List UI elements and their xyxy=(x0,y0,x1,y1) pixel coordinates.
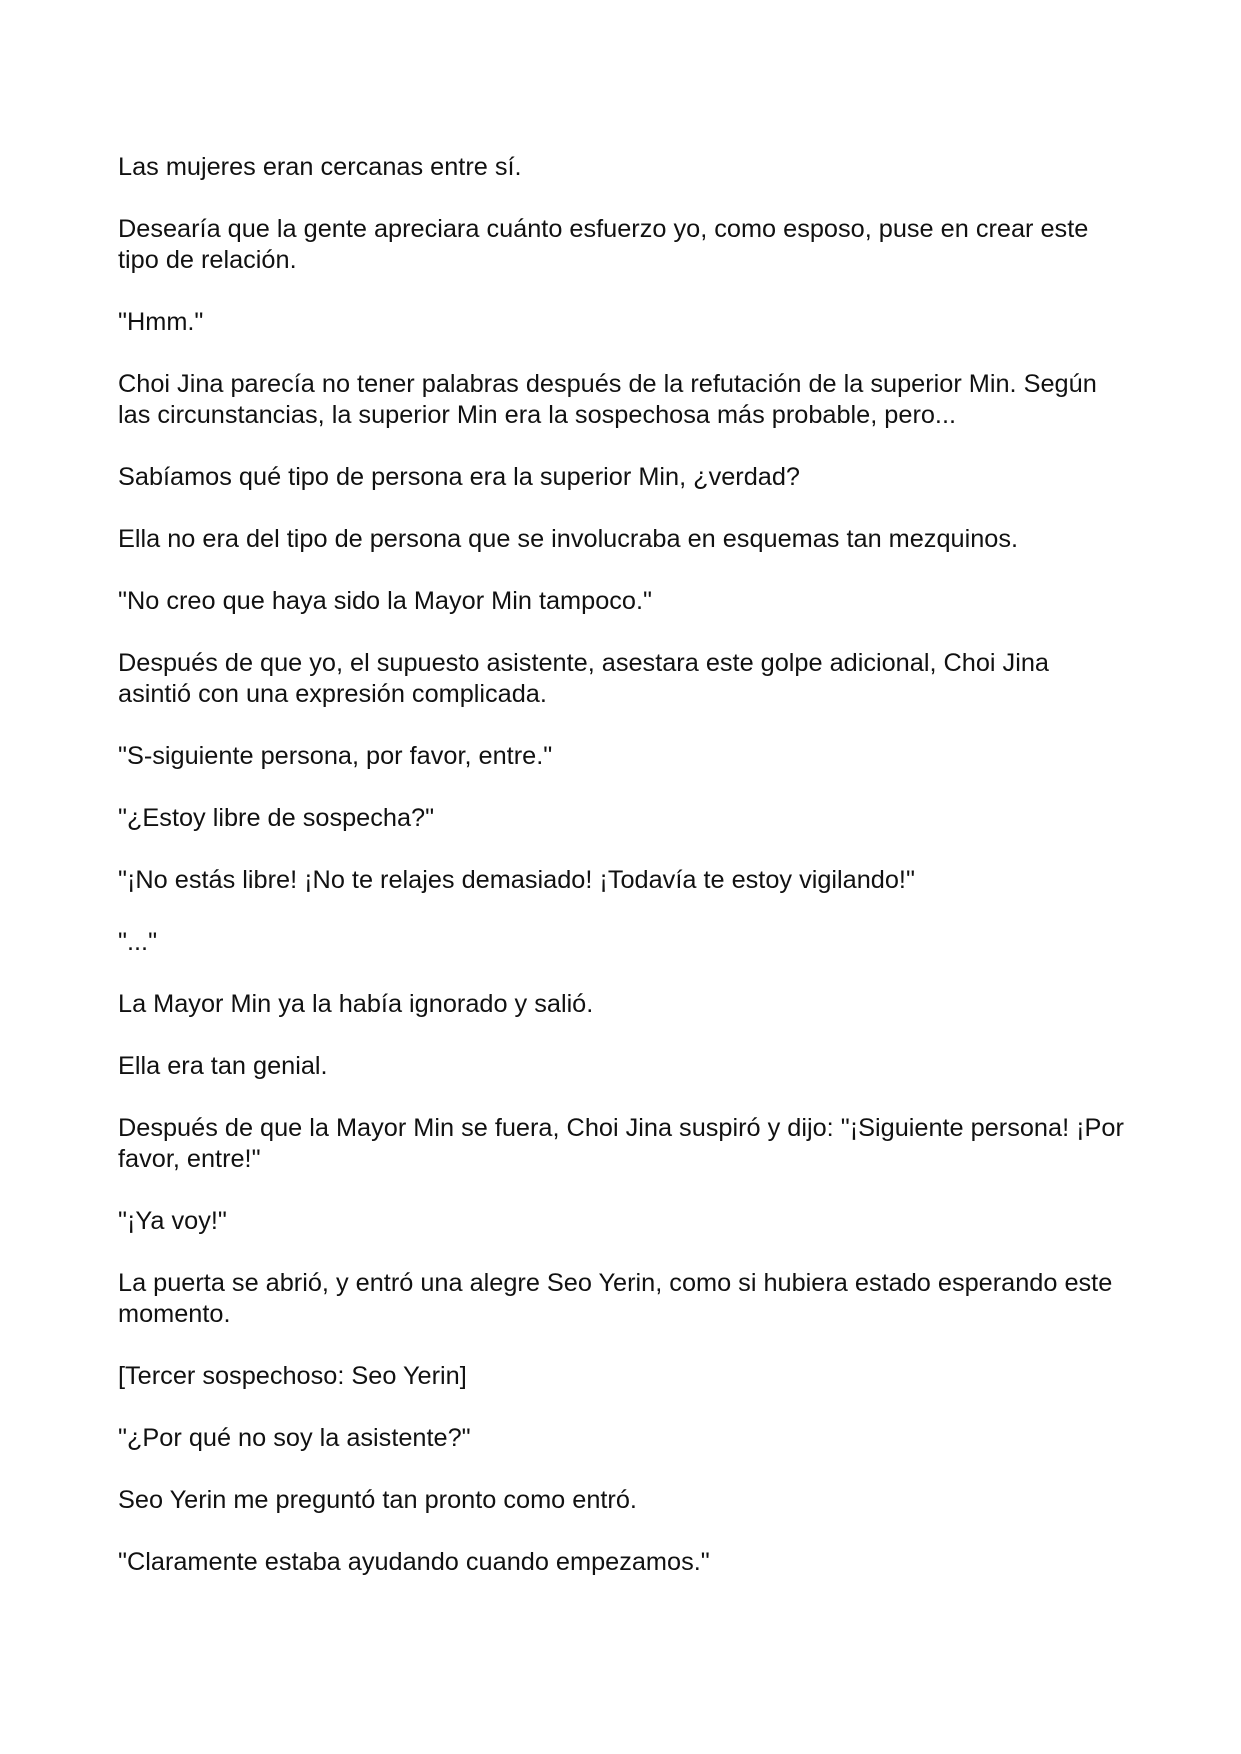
paragraph: "Claramente estaba ayudando cuando empezamos." xyxy=(118,1548,710,1576)
paragraph: Sabíamos qué tipo de persona era la superior Min, ¿verdad? xyxy=(118,463,801,491)
paragraph: Ella no era del tipo de persona que se involucraba en esquemas tan mezquinos. xyxy=(118,525,1019,553)
paragraph: Las mujeres eran cercanas entre sí. xyxy=(118,153,522,181)
paragraph: "¿Por qué no soy la asistente?" xyxy=(118,1424,471,1452)
paragraph: "S-siguiente persona, por favor, entre." xyxy=(118,742,553,770)
paragraph: La Mayor Min ya la había ignorado y salió. xyxy=(118,990,594,1018)
paragraph: "¿Estoy libre de sospecha?" xyxy=(118,804,435,832)
paragraph: Choi Jina parecía no tener palabras después de la refutación de la superior Min. Según las circunstancias, la superior Min era la sospechosa más probable, pero... xyxy=(118,370,1097,429)
paragraph: "No creo que haya sido la Mayor Min tampoco." xyxy=(118,587,652,615)
paragraph: Después de que la Mayor Min se fuera, Choi Jina suspiró y dijo: "¡Siguiente persona! ¡Por favor, entre!" xyxy=(118,1114,1124,1173)
paragraph: "¡No estás libre! ¡No te relajes demasiado! ¡Todavía te estoy vigilando!" xyxy=(118,866,915,894)
paragraph: Ella era tan genial. xyxy=(118,1052,328,1080)
paragraph: Seo Yerin me preguntó tan pronto como entró. xyxy=(118,1486,637,1514)
paragraph: [Tercer sospechoso: Seo Yerin] xyxy=(118,1362,467,1390)
paragraph: La puerta se abrió, y entró una alegre Seo Yerin, como si hubiera estado esperando este momento. xyxy=(118,1269,1113,1328)
paragraph: Después de que yo, el supuesto asistente, asestara este golpe adicional, Choi Jina asintió con una expresión complicada. xyxy=(118,649,1049,708)
paragraph: "..." xyxy=(118,928,158,956)
paragraph: "¡Ya voy!" xyxy=(118,1207,227,1235)
paragraph: "Hmm." xyxy=(118,308,204,336)
paragraph: Desearía que la gente apreciara cuánto esfuerzo yo, como esposo, puse en crear este tipo de relación. xyxy=(118,215,1089,274)
document-body xyxy=(118,152,1128,1609)
